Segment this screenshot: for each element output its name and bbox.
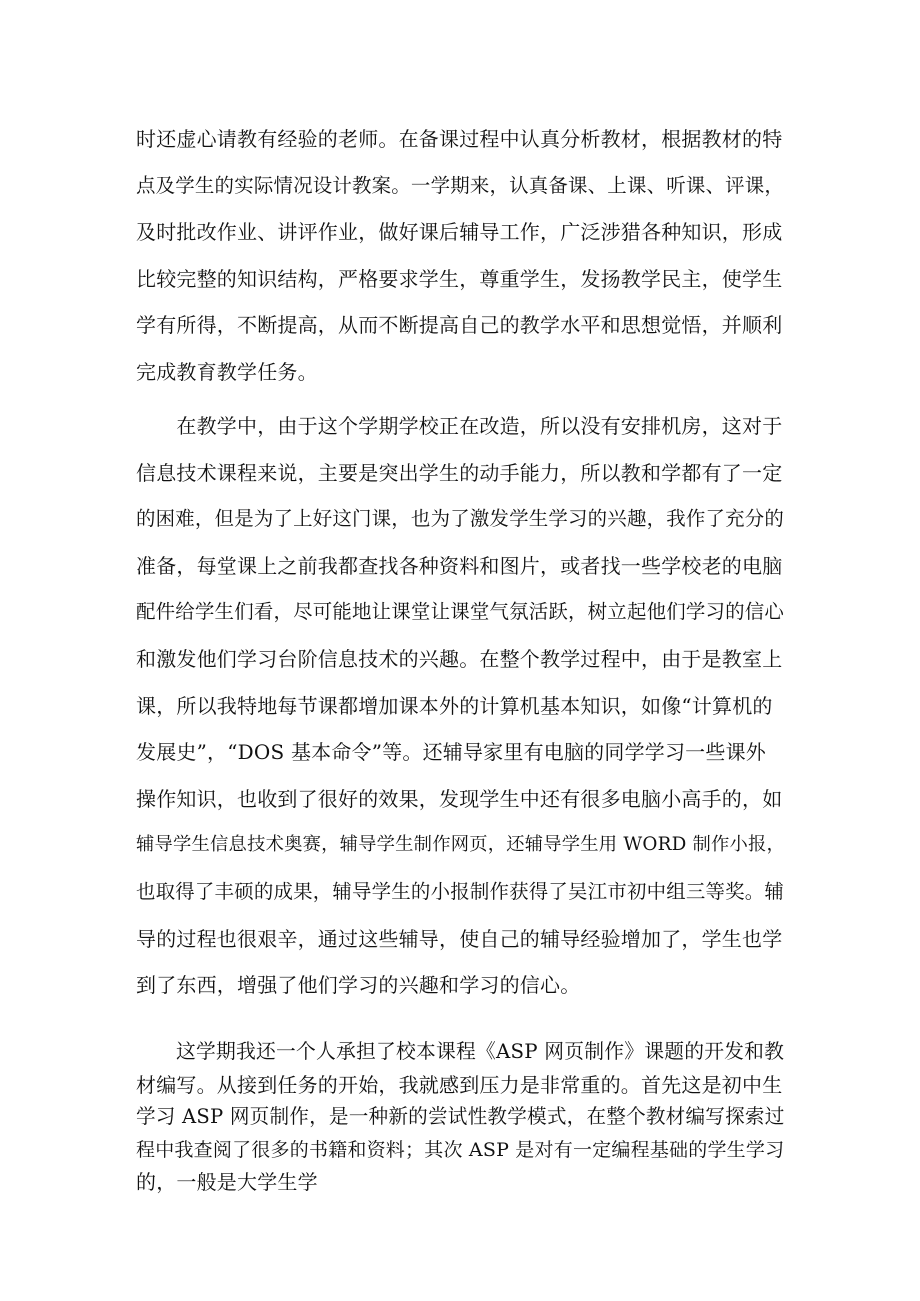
text-line: 材编写。从接到任务的开始，我就感到压力是非常重的。首先这是初中生	[136, 1072, 783, 1097]
text-line: 学习 ASP 网页制作，是一种新的尝试性教学模式，在整个教材编写探索过	[136, 1105, 785, 1129]
text-line: 学有所得，不断提高，从而不断提高自己的教学水平和思想觉悟，并顺利	[136, 313, 783, 338]
text-line: 时还虚心请教有经验的老师。在备课过程中认真分析教材，根据教材的特	[136, 127, 783, 151]
text-line: 操作知识，也收到了很好的效果，发现学生中还有很多电脑小高手的，如	[136, 786, 783, 811]
text-line: 及时批改作业、讲评作业，做好课后辅导工作，广泛涉猎各种知识，形成	[136, 220, 783, 245]
text-line: 完成教育教学任务。	[136, 359, 318, 384]
text-line: 也取得了丰硕的成果，辅导学生的小报制作获得了吴江市初中组三等奖。辅	[136, 879, 785, 903]
text-line: 和激发他们学习台阶信息技术的兴趣。在整个教学过程中，由于是教室上	[136, 646, 783, 671]
text-line: 导的过程也很艰辛，通过这些辅导，使自己的辅导经验增加了，学生也学	[136, 926, 783, 951]
text-line: 信息技术课程来说，主要是突出学生的动手能力，所以教和学都有了一定	[136, 460, 783, 485]
paragraph-teaching-process	[136, 403, 788, 1009]
text-line: 配件给学生们看，尽可能地让课堂让课堂气氛活跃，树立起他们学习的信心	[136, 600, 785, 624]
text-line: 准备，每堂课上之前我都查找各种资料和图片，或者找一些学校老的电脑	[136, 553, 783, 578]
paragraph-teaching-preparation	[136, 116, 788, 396]
text-line: 到了东西，增强了他们学习的兴趣和学习的信心。	[136, 973, 581, 998]
text-line: 的，一般是大学生学	[136, 1170, 318, 1195]
text-line: 程中我查阅了很多的书籍和资料；其次 ASP 是对有一定编程基础的学生学习	[136, 1138, 785, 1161]
paragraph-asp-course	[136, 1036, 788, 1199]
text-line: 点及学生的实际情况设计教案。一学期来，认真备课、上课、听课、评课，	[136, 173, 785, 197]
text-line: 这学期我还一个人承担了校本课程《ASP 网页制作》课题的开发和教	[136, 1040, 785, 1063]
text-line: 在教学中，由于这个学期学校正在改造，所以没有安排机房，这对于	[136, 414, 783, 438]
text-line: 课，所以我特地每节课都增加课本外的计算机基本知识，如像“计算机的	[136, 693, 773, 718]
text-line: 辅导学生信息技术奥赛，辅导学生制作网页，还辅导学生用 WORD 制作小报，	[136, 834, 786, 856]
text-line: 比较完整的知识结构，严格要求学生，尊重学生，发扬教学民主，使学生	[136, 266, 783, 291]
text-line: 的困难，但是为了上好这门课，也为了激发学生学习的兴趣，我作了充分的	[136, 507, 785, 531]
text-line: 发展史”，“DOS 基本命令”等。还辅导家里有电脑的同学学习一些课外	[136, 740, 766, 765]
